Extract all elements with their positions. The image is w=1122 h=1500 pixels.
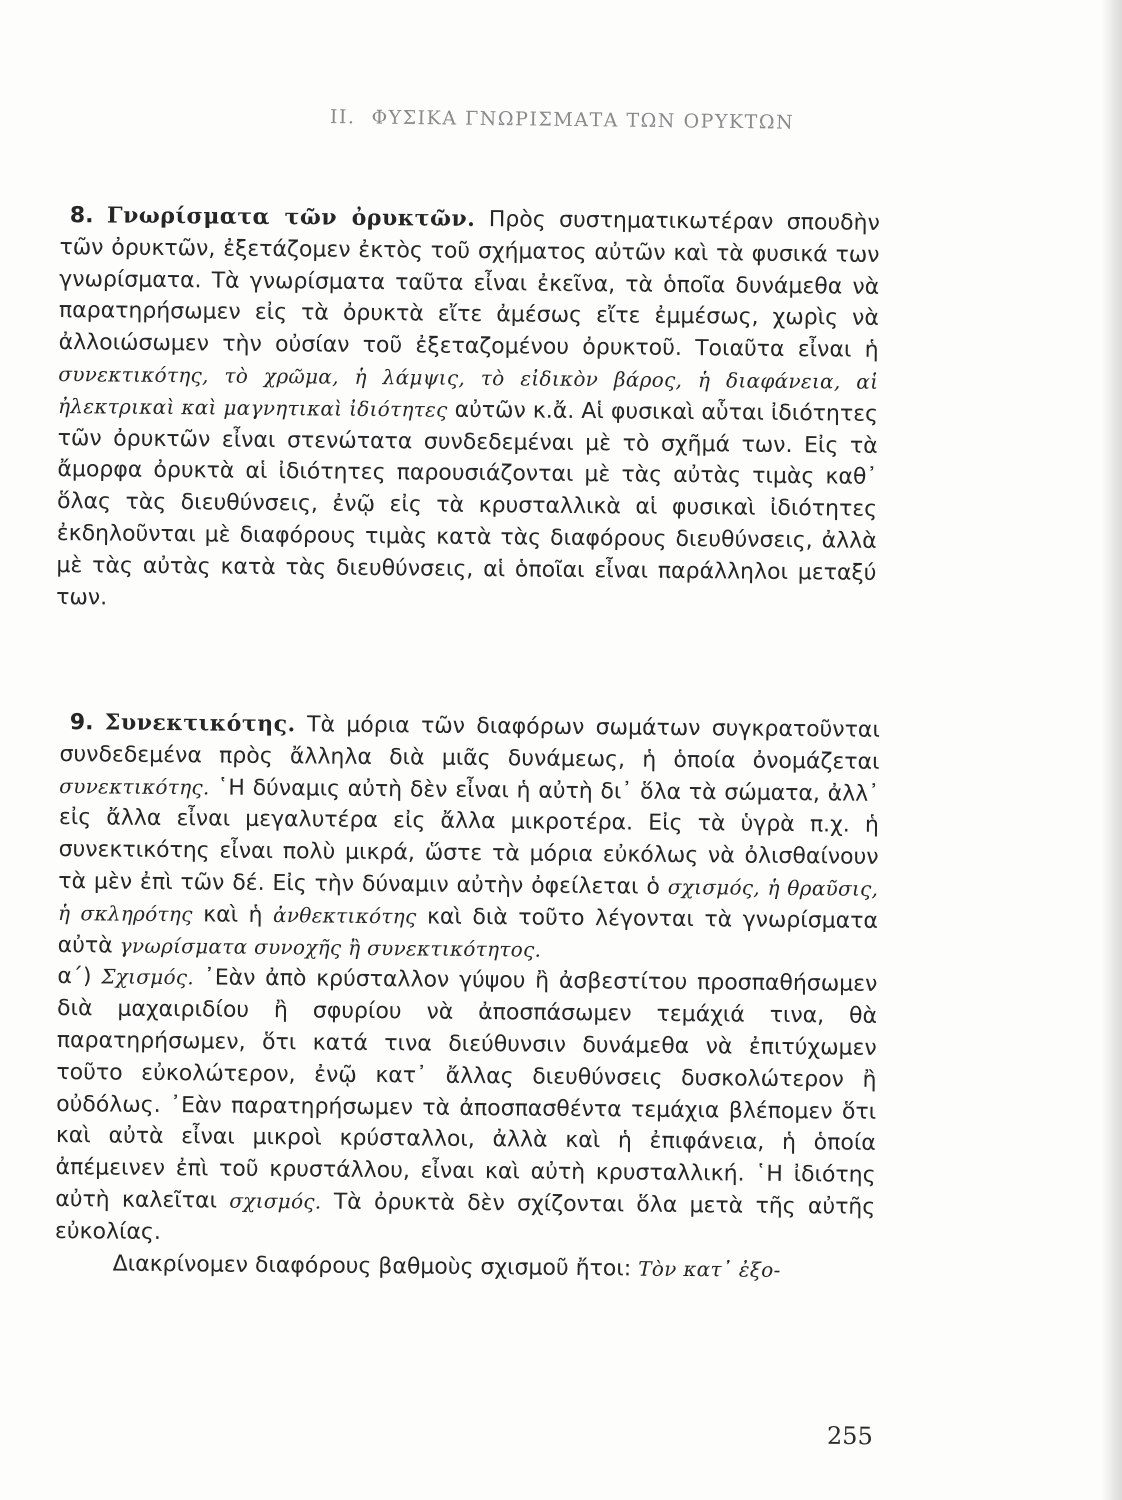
subsection-title: Σχισμός. xyxy=(101,964,195,990)
paragraph-degrees xyxy=(55,1248,875,1288)
section-title: Γνωρίσματα τῶν ὀρυκτῶν. xyxy=(106,202,476,232)
paragraph-text: ῾Η δύναμις αὐτὴ δὲν εἶναι ἡ αὐτὴ δι᾽ ὅλα τὰ σώματα, ἀλλ᾽ εἰς ἄλλα εἶναι μεγαλυτέρα εἰς ἄλλα μικροτέρα. Εἰς τὰ ὑγρὰ π.χ. ἡ συνεκτικότης εἶναι πολὺ μικρά, ὥστε τὰ μόρια εὐκόλως νὰ ὀλισθαίνουν τὰ μὲν ἐπὶ τῶν δέ. Εἰς τὴν δύναμιν αὐτὴν ὀφείλεται ὁ xyxy=(58,775,880,900)
paragraph-text: ᾽Εὰν ἀπὸ κρύσταλλον γύψου ἢ ἀσβεστίτου προσπαθήσωμεν διὰ μαχαιριδίου ἢ σφυρίου νὰ ἀποσπάσωμεν τεμάχιά τινα, θὰ παρατηρήσωμεν, ὅτι κατά τινα διεύθυνσιν δυνάμεθα νὰ ἐπιτύχωμεν τοῦτο εὐκολώτερον, ἐνῷ κατ᾽ ἄλλας διευθύνσεις δυσκολώτερον ἢ οὐδόλως. ᾽Εὰν παρατηρήσωμεν τὰ ἀποσπασθέντα τεμάχια βλέπομεν ὅτι καὶ αὐτὰ εἶναι μικροὶ κρύσταλλοι, ἀλλὰ καὶ ἡ ἐπιφάνεια, ἡ ὁποία ἀπέμεινεν ἐπὶ τοῦ κρυστάλλου, εἶναι καὶ αὐτὴ κρυσταλλική. ῾Η ἰδιότης αὐτὴ καλεῖται xyxy=(55,965,878,1214)
subsection-label: α΄) xyxy=(57,964,92,990)
paragraph-text: αὐτῶν κ.ἄ. Αἱ φυσικαὶ αὗται ἰδιότητες τῶν ὀρυκτῶν εἶναι στενώτατα συνδεδεμέναι μὲ τὸ σχῆμά των. Εἰς τὰ ἄμορφα ὀρυκτὰ αἱ ἰδιότητες παρουσιάζονται μὲ τὰς αὐτὰς τιμὰς καθ᾽ ὅλας τὰς διευθύνσεις, ἐνῷ εἰς τὰ κρυσταλλικὰ αἱ φυσικαὶ ἰδιότητες ἐκδηλοῦνται μὲ διαφόρους τιμὰς κατὰ τὰς διαφόρους διευθύνσεις, ἀλλὰ μὲ τὰς αὐτὰς κατὰ τὰς διευθύνσεις, αἱ ὁποῖαι εἶναι παράλληλοι μεταξύ των. xyxy=(56,397,879,611)
section-number: 8. xyxy=(69,203,94,229)
italic-text: ἀνθεκτικότης xyxy=(272,902,417,929)
subsection-cleavage xyxy=(55,961,878,1255)
italic-text: συνεκτικότης. xyxy=(59,773,210,800)
chapter-numeral: II. xyxy=(329,106,356,129)
scan-edge-shadow xyxy=(1102,0,1122,1500)
paragraph-text: καὶ διὰ τοῦτο λέγονται τὰ γνωρίσματα αὐτὰ xyxy=(57,904,879,959)
italic-text: γνωρίσματα συνοχῆς ἢ συνεκτικότητος. xyxy=(119,933,542,962)
paragraph-text: Πρὸς συστηματικωτέραν σπουδὴν τῶν ὀρυκτῶν, ἐξετάζομεν ἐκτὸς τοῦ σχήματος αὐτῶν καὶ τὰ φυσικά των γνωρίσματα. Τὰ γνωρίσματα ταῦτα εἶναι ἐκεῖνα, τὰ ὁποῖα δυνάμεθα νὰ παρατηρήσωμεν εἰς τὰ ὀρυκτὰ εἴτε ἀμέσως εἴτε ἐμμέσως, χωρὶς νὰ ἀλλοιώσωμεν τὴν οὐσίαν τοῦ ἐξεταζομένου ὀρυκτοῦ. Τοιαῦτα εἶναι ἡ xyxy=(58,207,880,364)
page-number: 255 xyxy=(826,1421,873,1451)
section-number: 9. xyxy=(69,710,94,736)
italic-text: συνεκτικότης, τὸ χρῶμα, ἡ λάμψις, τὸ εἰδικὸν βάρος, ἡ διαφάνεια, αἱ ἠλεκτρικαὶ καὶ μαγνητικαὶ ἰδιότητες xyxy=(57,361,879,422)
paragraph-text: Διακρίνομεν διαφόρους βαθμοὺς σχισμοῦ ἤτοι: xyxy=(112,1251,632,1282)
paragraph-text: Τὰ μόρια τῶν διαφόρων σωμάτων συγκρατοῦνται συνδεδεμένα πρὸς ἄλληλα διὰ μιᾶς δυνάμεως, ἡ ὁποία ὀνομάζεται xyxy=(59,712,880,775)
section-8 xyxy=(56,200,880,621)
section-9 xyxy=(55,707,880,1287)
chapter-title: ΦΥΣΙΚΑ ΓΝΩΡΙΣΜΑΤΑ ΤΩΝ ΟΡΥΚΤΩΝ xyxy=(371,106,795,134)
italic-text: Τὸν κατ᾽ ἐξο- xyxy=(638,1256,781,1282)
section-title: Συνεκτικότης. xyxy=(104,709,296,738)
section-8-paragraph xyxy=(56,200,880,621)
running-header xyxy=(330,106,890,135)
italic-text: σχισμός. xyxy=(229,1188,322,1214)
section-9-paragraph xyxy=(58,707,880,969)
paragraph-text: Τὰ ὀρυκτὰ δὲν σχίζονται ὅλα μετὰ τῆς αὐτῆς εὐκολίας. xyxy=(54,1189,876,1245)
italic-text: σχισμός, ἡ θραῦσις, ἡ σκληρότης xyxy=(57,874,879,927)
paragraph-text: καὶ ἡ xyxy=(203,902,263,928)
